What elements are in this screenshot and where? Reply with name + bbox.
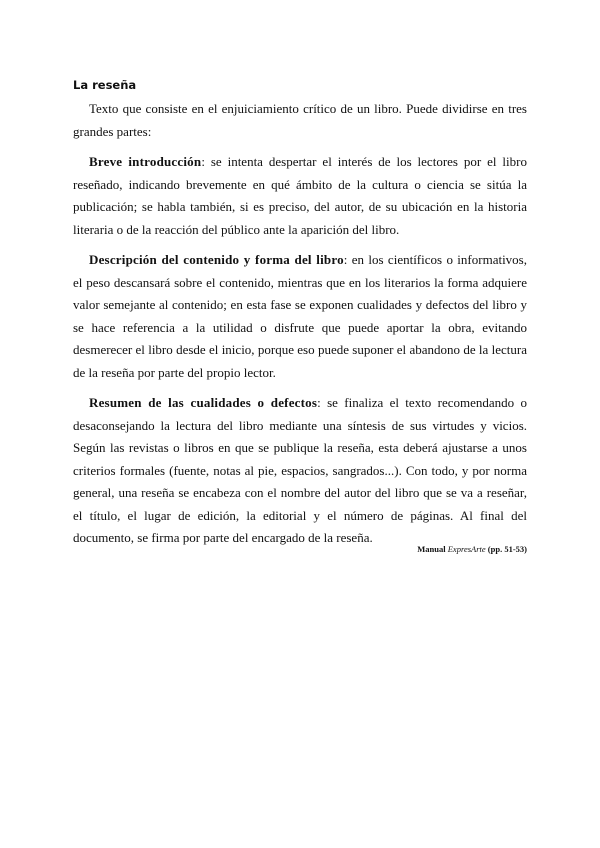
paragraph-text: : se intenta despertar el interés de los lectores por el libro reseñado, indicando brevemente en qué ámbito de la cultura o ciencia se sitúa la publicación; se habla también, si es preciso, del autor, de su ubicación en la historia literaria o de la reacción del público ante la aparición del libro. [73, 154, 527, 237]
paragraph-descripcion [73, 249, 527, 384]
source-work: ExpresArte [447, 544, 486, 554]
paragraph-text: Texto que consiste en el enjuiciamiento crítico de un libro. Puede dividirse en tres grandes partes: [73, 101, 527, 139]
paragraph-text: : se finaliza el texto recomendando o desaconsejando la lectura del libro mediante una síntesis de sus virtudes y vicios. Según las revistas o libros en que se publique la reseña, esta deberá ajustarse a unos criterios formales (fuente, notas al pie, espacios, sangrados...). Con todo, y por norma general, una reseña se encabeza con el nombre del autor del libro que se va a reseñar, el título, el lugar de edición, la editorial y el número de páginas. Al final del documento, se firma por parte del encargado de la reseña. [73, 395, 528, 545]
document-title: La reseña [73, 78, 137, 92]
paragraph-lead: Breve introducción [89, 154, 202, 169]
source-pages: (pp. 51-53) [487, 544, 527, 554]
paragraph-lead: Resumen de las cualidades o defectos [89, 395, 318, 410]
paragraph-intro [73, 98, 527, 143]
source-citation [417, 544, 527, 554]
paragraph-text: : en los científicos o informativos, el peso descansará sobre el contenido, mientras que en los literarios la forma adquiere valor semejante al contenido; en esta fase se exponen cualidades y defectos del libro y se hace referencia a la utilidad o disfrute que puede aportar la obra, evitando desmerecer el libro desde el inicio, porque eso puede suponer el abandono de la lectura de la reseña por parte del propio lector. [73, 252, 527, 380]
paragraph-resumen [73, 392, 527, 550]
paragraph-introduccion [73, 151, 527, 241]
source-prefix: Manual [417, 544, 446, 554]
document-body [73, 76, 527, 558]
paragraph-lead: Descripción del contenido y forma del libro [89, 252, 344, 267]
